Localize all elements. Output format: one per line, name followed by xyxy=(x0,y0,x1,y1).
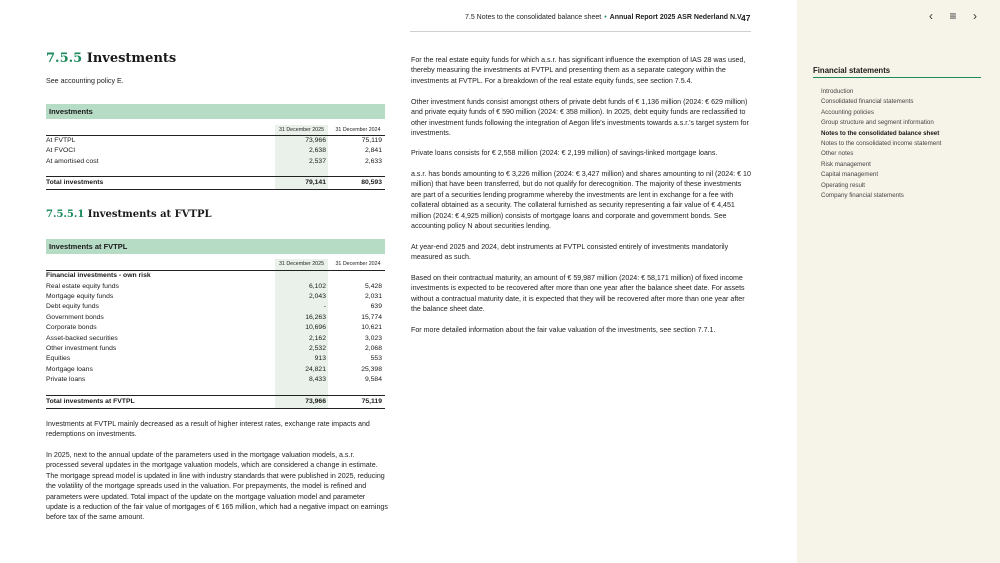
row-value-2025: 24,821 xyxy=(305,365,326,373)
menu-icon: ≡ xyxy=(949,9,957,23)
group-label: Financial investments - own risk xyxy=(46,272,151,279)
table-rule xyxy=(46,408,385,409)
sidebar-title-rule xyxy=(813,77,981,78)
row-value-2024: 639 xyxy=(370,303,382,311)
paragraph: Based on their contractual maturity, an amount of € 59,987 million (2024: € 58,171 million) of fixed income investments is expected to be recovered after more than one year after the balance sheet date. For assets without a contractual maturity date, it is expected that they will be recovered after more than one year after the balance sheet date. xyxy=(411,274,745,314)
row-value-2025: 2,043 xyxy=(308,292,326,300)
breadcrumb[interactable]: 7.5 Notes to the consolidated balance sheet xyxy=(465,14,602,21)
fvtpl-table-title: Investments at FVTPL xyxy=(46,239,385,254)
row-value-2025: 2,532 xyxy=(308,344,326,352)
row-label: At FVOCI xyxy=(46,147,76,155)
table-total-row xyxy=(46,397,385,407)
table-row xyxy=(46,323,385,333)
sidebar-item[interactable]: Company financial statements xyxy=(821,192,904,200)
column-header-2024: 31 December 2024 xyxy=(335,261,381,267)
row-label: Mortgage equity funds xyxy=(46,292,114,300)
report-title: Annual Report 2025 ASR Nederland N.V. xyxy=(609,14,743,21)
row-value-2025: 8,433 xyxy=(308,376,326,384)
sidebar-item[interactable]: Accounting policies xyxy=(821,108,874,116)
table-row xyxy=(46,365,385,375)
sidebar-item[interactable]: Other notes xyxy=(821,150,854,158)
row-label: Debt equity funds xyxy=(46,303,99,311)
sidebar-item[interactable]: Notes to the consolidated income statement xyxy=(821,140,942,148)
sidebar-item[interactable]: Introduction xyxy=(821,88,854,95)
next-page-button[interactable] xyxy=(967,8,983,24)
row-value-2024: 9,584 xyxy=(364,376,382,384)
row-value-2024: 10,621 xyxy=(361,324,382,332)
row-label: Private loans xyxy=(46,376,86,384)
paragraph: At year-end 2025 and 2024, debt instruments at FVTPL consisted entirely of investments mandatorily measured as such. xyxy=(411,243,729,262)
row-value-2024: 2,841 xyxy=(364,147,382,155)
row-label: Government bonds xyxy=(46,313,104,321)
total-label: Total investments xyxy=(46,179,104,186)
sidebar-title[interactable]: Financial statements xyxy=(813,66,891,75)
row-value-2025: 6,102 xyxy=(308,282,326,290)
row-value-2025: - xyxy=(323,303,326,311)
subsection-number: 7.5.5.1 xyxy=(46,209,85,220)
row-label: At amortised cost xyxy=(46,157,99,165)
table-row xyxy=(46,136,385,146)
row-value-2024: 553 xyxy=(370,355,382,363)
row-label: At FVTPL xyxy=(46,137,76,144)
section-number: 7.5.5 xyxy=(46,51,83,66)
row-value-2025: 913 xyxy=(314,355,326,363)
column-header-2025: 31 December 2025 xyxy=(278,127,325,133)
row-value-2024: 3,023 xyxy=(364,334,382,342)
column-header-2024: 31 December 2024 xyxy=(335,127,381,133)
subsection-title-text: Investments at FVTPL xyxy=(87,209,212,220)
paragraph: Investments at FVTPL mainly decreased as a result of higher interest rates, exchange rate impacts and redemptions on investments. xyxy=(46,420,370,439)
table-row xyxy=(46,334,385,344)
sidebar-item[interactable]: Notes to the consolidated balance sheet xyxy=(821,129,940,137)
total-value-2025: 73,966 xyxy=(305,397,326,405)
page-header xyxy=(465,14,743,21)
total-value-2024: 75,119 xyxy=(361,397,382,405)
table-row xyxy=(46,157,385,167)
table-total-row xyxy=(46,178,385,188)
sidebar-item[interactable]: Group structure and segment information xyxy=(821,119,934,127)
row-value-2024: 2,633 xyxy=(364,157,382,165)
row-value-2025: 16,263 xyxy=(305,313,326,321)
table-row xyxy=(46,146,385,156)
row-label: Corporate bonds xyxy=(46,324,97,332)
menu-button[interactable] xyxy=(945,8,961,24)
paragraph: In 2025, next to the annual update of the parameters used in the mortgage valuation models, a.s.r. processed several updates in the mortgage valuation models, which are considered a change in estimate. The mortgage spread model is updated in line with industry standards that were published in 2025, reducing the volatility of the mortgage spreads used in the valuation. For prepayments, the model is refined and parameters were updated. Total impact of the update on the mortgage valuation model and parameter update is a reduction of the fair value of mortgages of € 165 million, which had a negative impact on earnings before tax of the same amount. xyxy=(46,451,388,522)
row-value-2024: 5,428 xyxy=(364,282,382,290)
group-label-row xyxy=(46,271,385,281)
table-rule xyxy=(46,189,385,190)
investments-table-title: Investments xyxy=(46,104,385,119)
chevron-left-icon: ‹ xyxy=(929,9,933,23)
table-row xyxy=(46,344,385,354)
table-row xyxy=(46,375,385,385)
table-row xyxy=(46,292,385,302)
table-row xyxy=(46,354,385,364)
column-header-2025: 31 December 2025 xyxy=(278,261,325,267)
table-rule xyxy=(46,176,385,177)
row-value-2025: 73,966 xyxy=(305,137,326,144)
paragraph: For more detailed information about the fair value valuation of the investments, see section 7.7.1. xyxy=(411,326,716,334)
row-value-2024: 25,398 xyxy=(361,365,382,373)
row-value-2024: 2,031 xyxy=(364,292,382,300)
paragraph: a.s.r. has bonds amounting to € 3,226 million (2024: € 3,427 million) and shares amounting to nil (2024: € 10 million) that have been transferred, but do not qualify for derecognition. The majority of these investments are part of a securities lending programme whereby the investments are lent in exchange for a fee with collateral obtained as a security. The collateral furnished as security representing a fair value of € 4,451 million (2024: € 4,925 million) consists of mortgage loans and corporate and government bonds. See accounting policy N about securities lending. xyxy=(411,170,751,231)
table-row xyxy=(46,313,385,323)
page-number: 47 xyxy=(741,13,751,23)
section-title xyxy=(46,51,176,66)
total-label: Total investments at FVTPL xyxy=(46,397,135,405)
header-divider xyxy=(410,31,751,32)
accounting-policy-ref: See accounting policy E. xyxy=(46,77,124,85)
sidebar-item[interactable]: Consolidated financial statements xyxy=(821,98,914,106)
chevron-right-icon: › xyxy=(973,9,977,23)
sidebar-nav-list xyxy=(821,87,941,201)
sidebar-item[interactable]: Risk management xyxy=(821,160,871,168)
sidebar-item[interactable]: Capital management xyxy=(821,171,879,179)
paragraph: For the real estate equity funds for which a.s.r. has significant influence the exemption of IAS 28 was used, thereby measuring the investments at FVTPL and presenting them as a separate category within the investments at FVTPL. For a breakdown of the real estate equity funds, see section 7.5.4. xyxy=(411,56,746,85)
paragraph: Private loans consists for € 2,558 million (2024: € 2,199 million) of savings-linked mortgage loans. xyxy=(411,149,718,157)
row-value-2025: 2,162 xyxy=(308,334,326,342)
row-label: Real estate equity funds xyxy=(46,282,119,290)
paragraph: Other investment funds consist amongst others of private debt funds of € 1,136 million (2024: € 629 million) and private equity funds of € 590 million (2024: € 358 million). In 2025, debt equity funds are reclassified to other investment funds following the integration of Aegon life's investments towards a.s.r.'s target system for investments. xyxy=(411,98,749,138)
row-value-2024: 75,119 xyxy=(361,137,382,144)
section-title-text: Investments xyxy=(86,51,177,66)
previous-page-button[interactable] xyxy=(923,8,939,24)
row-value-2025: 2,638 xyxy=(308,147,326,155)
row-label: Equities xyxy=(46,355,71,363)
row-label: Mortgage loans xyxy=(46,365,93,373)
sidebar xyxy=(797,0,1000,563)
separator-dot: • xyxy=(604,14,607,21)
row-label: Other investment funds xyxy=(46,344,117,352)
table-row xyxy=(46,282,385,292)
row-value-2024: 15,774 xyxy=(361,313,382,321)
row-value-2025: 2,537 xyxy=(308,157,326,165)
row-label: Asset-backed securities xyxy=(46,334,118,342)
row-value-2024: 2,068 xyxy=(364,344,382,352)
total-value-2025: 79,141 xyxy=(305,179,326,186)
row-value-2025: 10,696 xyxy=(305,324,326,332)
table-row xyxy=(46,302,385,312)
total-value-2024: 80,593 xyxy=(361,179,382,186)
sidebar-item[interactable]: Operating result xyxy=(821,181,866,189)
subsection-title xyxy=(46,209,212,220)
